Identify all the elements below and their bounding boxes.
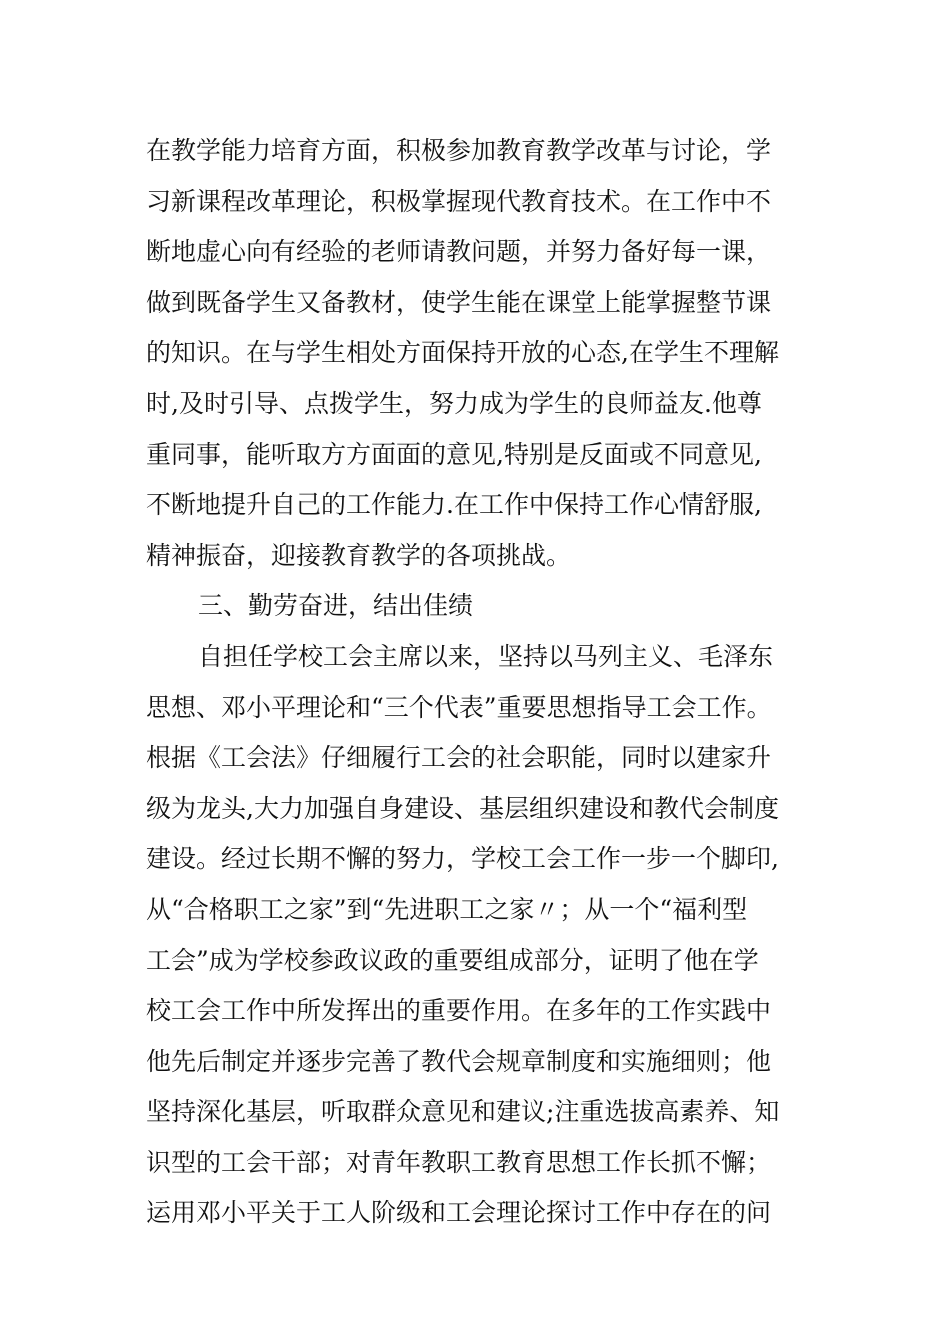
- text-line: 识型的工会干部；对青年教职工教育思想工作长抓不懈；: [146, 1147, 772, 1177]
- text-line: 习新课程改革理论，积极掌握现代教育技术。在工作中不: [146, 186, 772, 216]
- text-line: 校工会工作中所发挥出的重要作用。在多年的工作实践中: [146, 996, 772, 1026]
- text-line: 精神振奋，迎接教育教学的各项挑战。: [146, 540, 572, 570]
- document-body: [146, 126, 826, 1239]
- text-line: 的知识。在与学生相处方面保持开放的心态,在学生不理解: [146, 338, 779, 368]
- text-line: 在教学能力培育方面，积极参加教育教学改革与讨论，学: [146, 136, 772, 165]
- text-line: 不断地提升自己的工作能力.在工作中保持工作心情舒服,: [146, 490, 762, 520]
- text-line: 根据《工会法》仔细履行工会的社会职能，同时以建家升: [146, 743, 772, 773]
- text-line: 级为龙头,大力加强自身建设、基层组织建设和教代会制度: [146, 793, 779, 823]
- text-line: 建设。经过长期不懈的努力，学校工会工作一步一个脚印,: [146, 844, 779, 874]
- text-line: 重同事，能听取方方面面的意见,特别是反面或不同意见,: [146, 439, 762, 469]
- text-line: 坚持深化基层，听取群众意见和建议;注重选拔高素养、知: [146, 1097, 780, 1127]
- text-line: 做到既备学生又备教材，使学生能在课堂上能掌握整节课: [146, 287, 772, 317]
- text-line: 工会”成为学校参政议政的重要组成部分，证明了他在学: [146, 945, 759, 975]
- text-line: 自担任学校工会主席以来，坚持以马列主义、毛泽东: [198, 641, 774, 671]
- text-line: 断地虚心向有经验的老师请教问题，并努力备好每一课，: [146, 237, 772, 267]
- text-line: 从“合格职工之家”到“先进职工之家〃；从一个“福利型: [146, 894, 748, 924]
- text-line: 时,及时引导、点拨学生，努力成为学生的良师益友.他尊: [146, 388, 762, 418]
- text-line: 思想、邓小平理论和“三个代表”重要思想指导工会工作。: [146, 692, 772, 722]
- text-line: 三、勤劳奋进，结出佳绩: [198, 591, 474, 621]
- text-line: 他先后制定并逐步完善了教代会规章制度和实施细则；他: [146, 1046, 772, 1076]
- text-line: 运用邓小平关于工人阶级和工会理论探讨工作中存在的问: [146, 1198, 772, 1228]
